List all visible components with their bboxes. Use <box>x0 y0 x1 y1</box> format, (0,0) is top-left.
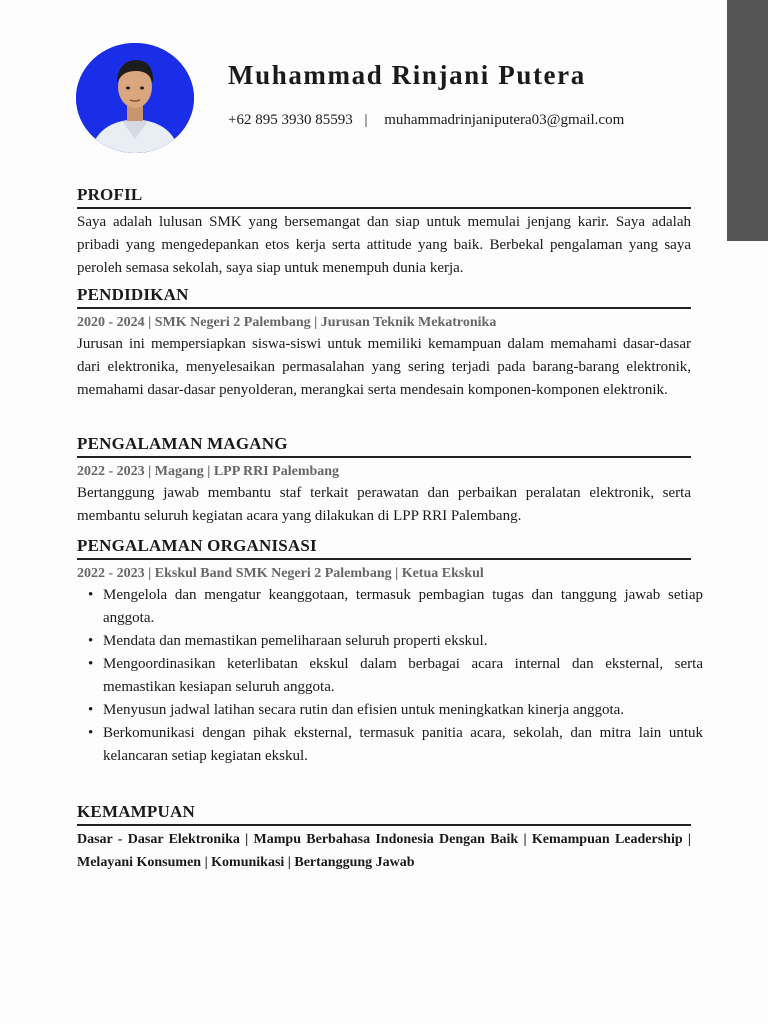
kemampuan-section <box>77 801 691 874</box>
pendidikan-section <box>77 284 691 402</box>
contact-separator: | <box>364 112 368 128</box>
kemampuan-heading: KEMAMPUAN <box>77 801 691 826</box>
candidate-name: Muhammad Rinjani Putera <box>228 60 586 90</box>
profil-heading: PROFIL <box>77 184 691 209</box>
magang-meta: 2022 - 2023 | Magang | LPP RRI Palembang <box>77 464 340 479</box>
organisasi-list <box>77 584 703 768</box>
magang-text: Bertanggung jawab membantu staf terkait perawatan dan perbaikan peralatan elektronik, serta membantu seluruh kegiatan acara yang dilakukan di LPP RRI Palembang. <box>77 485 691 524</box>
pendidikan-text: Jurusan ini mempersiapkan siswa-siswi untuk memiliki kemampuan dalam memahami dasar-dasar dari elektronika, menyelesaikan permasalahan yang sering terjadi pada barang-barang elektronik, memahami dasar-dasar penyolderan, merangkai serta mendesain komponen-komponen elektronik. <box>77 336 691 398</box>
pendidikan-meta: 2020 - 2024 | SMK Negeri 2 Palembang | Jurusan Teknik Mekatronika <box>77 315 497 330</box>
magang-heading: PENGALAMAN MAGANG <box>77 433 691 458</box>
list-item: • Mendata dan memastikan pemeliharaan seluruh properti ekskul. <box>77 630 703 653</box>
kemampuan-text: Dasar - Dasar Elektronika | Mampu Berbahasa Indonesia Dengan Baik | Kemampuan Leadership | Melayani Konsumen | Komunikasi | Bertanggung Jawab <box>77 832 691 870</box>
profil-section <box>77 184 691 280</box>
phone-number: +62 895 3930 85593 <box>228 112 353 128</box>
profile-photo <box>76 43 194 153</box>
list-item: • Mengoordinasikan keterlibatan ekskul dalam berbagai acara internal dan eksternal, serta memastikan kesiapan seluruh anggota. <box>77 653 703 699</box>
organisasi-meta: 2022 - 2023 | Ekskul Band SMK Negeri 2 Palembang | Ketua Ekskul <box>77 566 484 581</box>
organisasi-heading: PENGALAMAN ORGANISASI <box>77 535 691 560</box>
list-item: • Mengelola dan mengatur keanggotaan, termasuk pembagian tugas dan tanggung jawab setiap anggota. <box>77 584 703 630</box>
email-address: muhammadrinjaniputera03@gmail.com <box>384 112 625 128</box>
pendidikan-heading: PENDIDIKAN <box>77 284 691 309</box>
list-item: • Berkomunikasi dengan pihak eksternal, termasuk panitia acara, sekolah, dan mitra lain untuk kelancaran setiap kegiatan ekskul. <box>77 722 703 768</box>
person-photo-illustration <box>76 43 194 153</box>
contact-line <box>228 112 624 129</box>
profil-text: Saya adalah lulusan SMK yang bersemangat dan siap untuk memulai jenjang karir. Saya adalah pribadi yang mengedepankan etos kerja serta attitude yang baik. Berbekal pengalaman yang saya peroleh semasa sekolah, saya siap untuk menempuh dunia kerja. <box>77 214 691 276</box>
scrollbar-thumb[interactable] <box>727 0 768 241</box>
list-item: • Menyusun jadwal latihan secara rutin dan efisien untuk meningkatkan kinerja anggota. <box>77 699 703 722</box>
organisasi-section <box>77 535 703 768</box>
magang-section <box>77 433 691 528</box>
